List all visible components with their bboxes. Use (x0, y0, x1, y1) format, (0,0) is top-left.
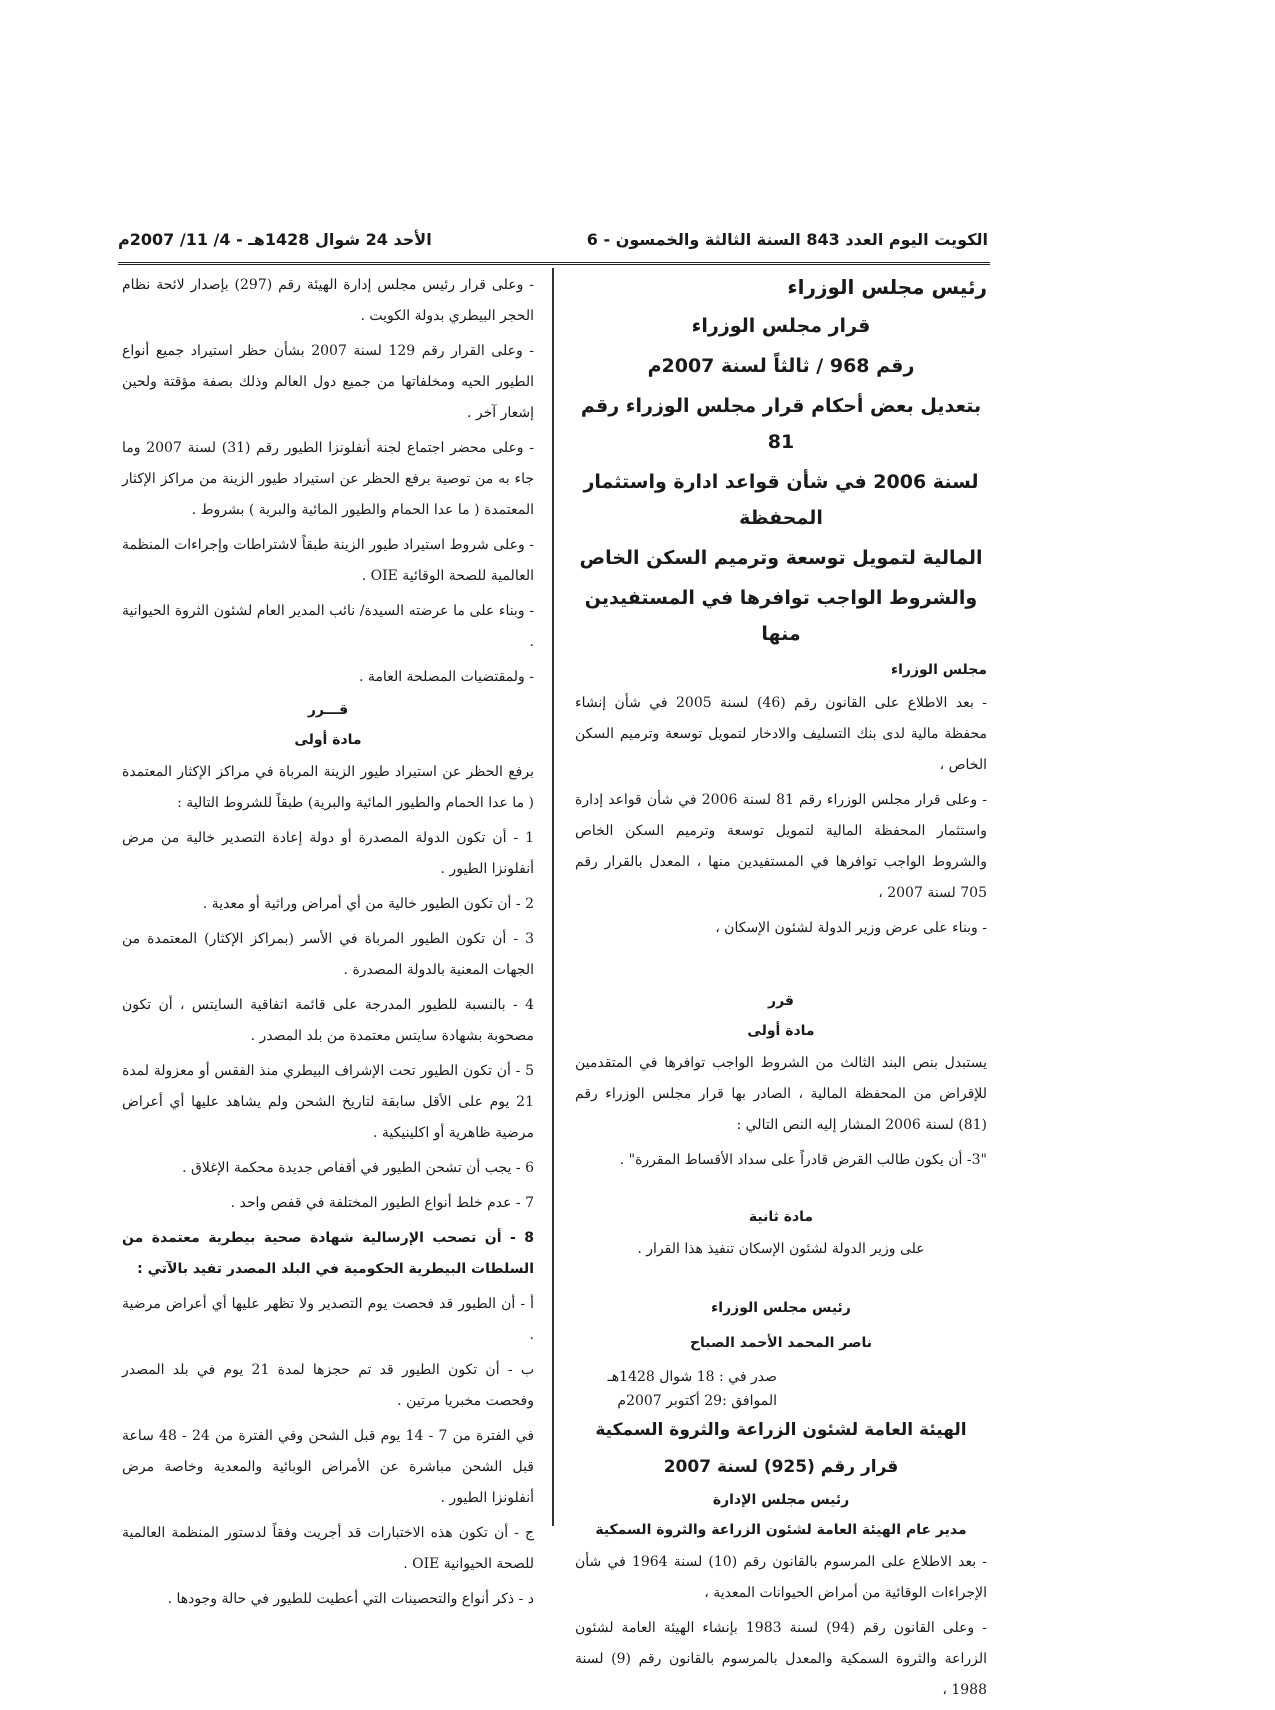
article-heading: مادة ثانية (748, 1209, 814, 1225)
header-rule (118, 262, 990, 265)
decided-heading: قرر (768, 993, 794, 1009)
condition-item: 3 - أن تكون الطيور المرباة في الأسر (بمراكز الإكثار) المعتمدة من الجهات المعنية بالدولة المصدرة . (122, 931, 534, 978)
article-heading: مادة أولى (747, 1023, 815, 1039)
decree-title-line: والشروط الواجب توافرها في المستفيدين منها (584, 587, 978, 645)
board-chair-heading: رئيس مجلس الإدارة (712, 1492, 850, 1508)
agency-decree-number: قرار رقم (925) لسنة 2007 (663, 1457, 899, 1477)
sub-condition-item: ج - أن تكون هذه الاختبارات قد أجريت وفقاً لدستور المنظمة العالمية للصحة الحيوانية OIE . (122, 1525, 534, 1572)
right-column (575, 270, 987, 1710)
issued-date: صدر في : 18 شوال 1428هـ (607, 1369, 777, 1385)
spacer (575, 948, 987, 988)
condition-item: 1 - أن تكون الدولة المصدرة أو دولة إعادة التصدير خالية من مرض أنفلونزا الطيور . (122, 830, 534, 877)
sub-condition-item: في الفترة من 7 - 14 يوم قبل الشحن وفي الفترة من 24 - 48 ساعة قبل الشحن مباشرة عن الأمراض الوبائية والمعدية وخاصة مرض أنفلونزا الطيور . (122, 1428, 535, 1506)
preamble-paragraph: - بعد الاطلاع على القانون رقم (46) لسنة 2005 في شأن إنشاء محفظة مالية لدى بنك التسليف والادخار لتمويل توسعة وترميم السكن الخاص ، (575, 695, 987, 773)
sub-condition-item: د - ذكر أنواع والتحصينات التي أعطيت للطيور في حالة وجودها . (167, 1591, 534, 1607)
agency-preamble-paragraph: - وعلى القانون رقم (94) لسنة 1983 بإنشاء الهيئة العامة لشئون الزراعة والثروة السمكية والمعدل بالمرسوم بالقانون رقم (9) لسنة 1988 ، (575, 1620, 987, 1698)
preamble-paragraph: - وبناء على ما عرضته السيدة/ نائب المدير العام لشئون الثروة الحيوانية . (122, 603, 534, 650)
decree-title-line: لسنة 2006 في شأن قواعد ادارة واستثمار المحفظة (583, 471, 979, 529)
article-heading: مادة أولى (294, 732, 362, 748)
sub-condition-item: أ - أن الطيور قد فحصت يوم التصدير ولا تظهر عليها أي أعراض مرضية . (122, 1296, 534, 1343)
condition-item: 2 - أن تكون الطيور خالية من أي أمراض وراثية أو معدية . (202, 896, 534, 912)
preamble-paragraph: - وعلى قرار مجلس الوزراء رقم 81 لسنة 2006 في شأن قواعد إدارة واستثمار المحفظة المالية لتمويل توسعة وترميم السكن الخاص والشروط الواجب توافرها في المستفيدين منها ، المعدل بالقرار رقم 705 لسنة 2007 ، (575, 792, 987, 901)
article-quote: "3- أن يكون طالب القرض قادراً على سداد الأقساط المقررة" . (619, 1152, 987, 1168)
header-issue-info: الكويت اليوم العدد 843 السنة الثالثة والخمسون - 6 (586, 230, 988, 249)
preamble-paragraph: - وعلى محضر اجتماع لجنة أنفلونزا الطيور رقم (31) لسنة 2007 وما جاء به من توصية برفع الحظر عن استيراد طيور الزينة من مراكز الإكثار المعتمدة ( ما عدا الحمام والطيور المائية والبرية ) بشروط . (122, 440, 534, 518)
decree-title-line: المالية لتمويل توسعة وترميم السكن الخاص (579, 547, 983, 569)
preamble-paragraph: - وعلى شروط استيراد طيور الزينة طبقاً لاشتراطات وإجراءات المنظمة العالمية للصحة الوقائية OIE . (122, 537, 534, 584)
corresponding-date: الموافق :29 أكتوبر 2007م (617, 1393, 777, 1409)
condition-item: 6 - يجب أن تشحن الطيور في أقفاص جديدة محكمة الإغلاق . (182, 1160, 534, 1176)
agency-heading: الهيئة العامة لشئون الزراعة والثروة السمكية (595, 1420, 967, 1440)
decree-title-line: بتعديل بعض أحكام قرار مجلس الوزراء رقم 81 (580, 395, 982, 453)
preamble-paragraph: - وعلى القرار رقم 129 لسنة 2007 بشأن حظر استيراد جميع أنواع الطيور الحيه ومخلفاتها من جميع دول العالم وذلك بصفة مؤقتة ولحين إشعار آخر . (122, 343, 534, 421)
signature-name: ناصر المحمد الأحمد الصباح (689, 1335, 873, 1351)
spacer (575, 1269, 987, 1293)
preamble-paragraph: - ولمقتضيات المصلحة العامة . (359, 669, 534, 685)
left-column (122, 270, 534, 1619)
column-divider (552, 268, 554, 1526)
article-text: برفع الحظر عن استيراد طيور الزينة المرباة في مراكز الإكثار المعتمدة ( ما عدا الحمام والطيور المائية والبرية) طبقاً للشروط التالية : (122, 764, 534, 811)
preamble-paragraph: - وعلى قرار رئيس مجلس إدارة الهيئة رقم (297) بإصدار لائحة نظام الحجر البيطري بدولة الكويت . (122, 277, 534, 324)
running-header (118, 226, 988, 256)
office-heading: رئيس مجلس الوزراء (787, 275, 987, 299)
sub-condition-item: ب - أن تكون الطيور قد تم حجزها لمدة 21 يوم في بلد المصدر وفحصت مخبريا مرتين . (122, 1362, 535, 1409)
director-heading: مدير عام الهيئة العامة لشئون الزراعة والثروة السمكية (595, 1522, 967, 1538)
decided-heading: قـــرر (307, 702, 349, 718)
header-date: الأحد 24 شوال 1428هـ - 4/ 11/ 2007م (118, 230, 432, 249)
condition-item-bold: 8 - أن تصحب الإرسالية شهادة صحية بيطرية معتمدة من السلطات البيطرية الحكومية في البلد المصدر تفيد بالآتي : (122, 1230, 534, 1277)
condition-item: 4 - بالنسبة للطيور المدرجة على قائمة اتفاقية السايتس ، أن تكون مصحوبة بشهادة سايتس معتمدة من بلد المصدر . (122, 997, 534, 1044)
preamble-paragraph: - وبناء على عرض وزير الدولة لشئون الإسكان ، (715, 920, 987, 936)
decree-title-line: قرار مجلس الوزراء (691, 315, 871, 337)
agency-preamble-paragraph: - بعد الاطلاع على المرسوم بالقانون رقم (10) لسنة 1964 في شأن الإجراءات الوقائية من أمراض الحيوانات المعدية ، (575, 1554, 987, 1601)
condition-item: 7 - عدم خلط أنواع الطيور المختلفة في قفص واحد . (230, 1195, 534, 1211)
decree-title-line: رقم 968 / ثالثاً لسنة 2007م (647, 355, 915, 377)
article-text: يستبدل بنص البند الثالث من الشروط الواجب توافرها في المتقدمين للإقراض من المحفظة المالية ، الصادر بها قرار مجلس الوزراء رقم (81) لسنة 2006 المشار إليه النص التالي : (575, 1055, 987, 1133)
article-text: على وزير الدولة لشئون الإسكان تنفيذ هذا القرار . (637, 1241, 925, 1257)
signature-title: رئيس مجلس الوزراء (711, 1300, 851, 1316)
condition-item: 5 - أن تكون الطيور تحت الإشراف البيطري منذ الفقس أو معزولة لمدة 21 يوم على الأقل سابقة لتاريخ الشحن ولم يشاهد عليها أي أعراض مرضية ظاهرية أو اكلينيكية . (122, 1063, 534, 1141)
issue-dates (575, 1365, 987, 1413)
council-heading: مجلس الوزراء (890, 662, 987, 678)
spacer (575, 1180, 987, 1204)
